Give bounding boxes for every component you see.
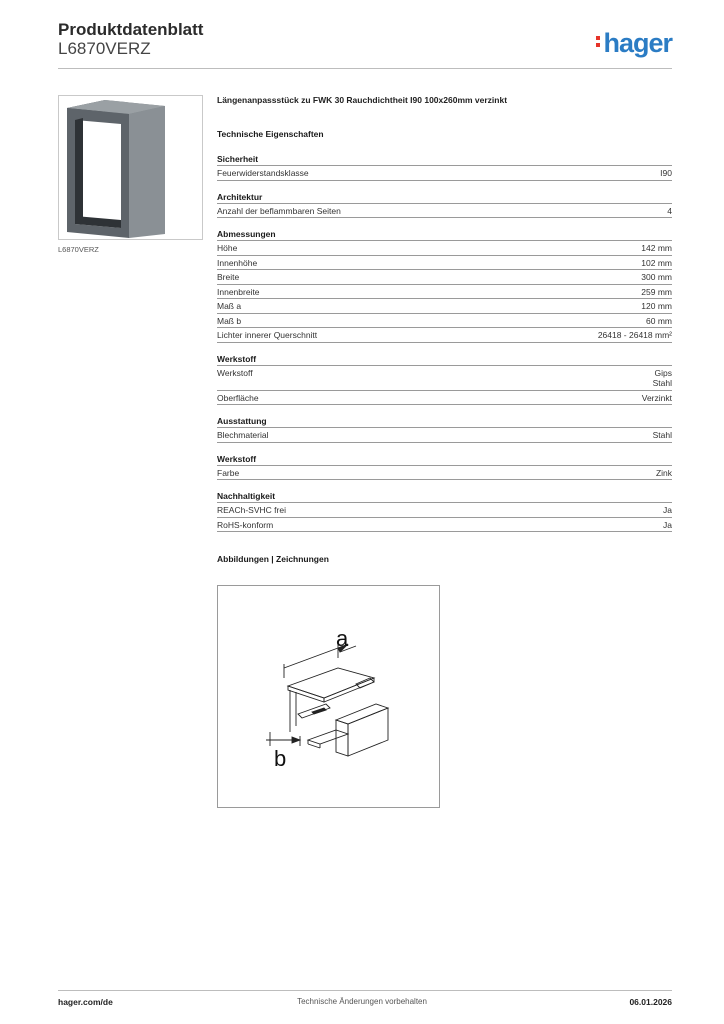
row-label: Höhe [217,243,238,253]
row-label: Werkstoff [217,367,253,378]
table-row [217,299,672,314]
row-label: REACh-SVHC frei [217,505,286,515]
table-row [217,518,672,533]
row-label: Feuerwiderstandsklasse [217,168,309,178]
row-value: Ja [663,519,672,530]
dimension-label-b: b [274,746,287,771]
table-row [217,428,672,443]
row-value: 60 mm [646,315,672,326]
row-label: Farbe [217,467,240,478]
section-title: Abmessungen [217,229,672,241]
row-label: Maß a [217,301,242,311]
product-details [217,95,672,564]
table-row [217,328,672,343]
row-value: Stahl [652,430,672,440]
section-title: Werkstoff [217,354,672,366]
table-row [217,241,672,256]
section-material-color [217,454,672,481]
document-subtitle: L6870VERZ [58,39,151,58]
row-value: Verzinkt [641,392,672,403]
row-value: Ja [663,505,672,515]
section-dimensions [217,229,672,343]
section-safety [217,154,672,181]
document-title: Produktdatenblatt [58,20,204,39]
table-row [217,166,672,181]
footer-date: 06.01.2026 [629,997,672,1007]
technical-drawing [217,585,440,808]
section-sustainability [217,491,672,532]
row-label: Maß b [217,315,242,326]
row-value: Zink [655,467,672,478]
product-image-caption: L6870VERZ [58,245,99,254]
section-title: Werkstoff [217,454,672,466]
table-row [217,270,672,285]
row-label: Breite [217,272,240,282]
hager-logo [596,28,672,59]
row-value: 4 [667,205,672,216]
section-equipment [217,416,672,443]
row-value: 120 mm [641,301,672,311]
dimension-drawing-illustration [218,586,439,807]
row-label: Blechmaterial [217,430,269,440]
section-title: Architektur [217,192,672,204]
table-row [217,314,672,329]
footer-notice: Technische Änderungen vorbehalten [297,997,427,1006]
footer-divider [58,990,672,991]
row-value: 26418 - 26418 mm² [597,330,672,340]
table-row [217,204,672,219]
row-label: Innenbreite [217,286,260,297]
document-header [58,20,672,70]
row-label: Anzahl der beflammbaren Seiten [217,205,341,216]
row-value-line: Stahl [652,378,672,388]
section-title: Ausstattung [217,416,672,428]
table-row [217,366,672,391]
table-row [217,466,672,481]
product-image [58,95,203,240]
logo-text: hager [603,28,672,58]
drawings-heading: Abbildungen | Zeichnungen [217,554,329,564]
row-value-line: Gips [654,367,672,378]
tech-properties-heading: Technische Eigenschaften [217,129,324,139]
row-value [653,368,672,389]
row-label: Oberfläche [217,392,259,403]
logo-dots-icon [596,33,600,50]
product-name: Längenanpassstück zu FWK 30 Rauchdichtheit I90 100x260mm verzinkt [217,95,508,105]
header-divider [58,68,672,69]
row-value: 102 mm [641,257,672,268]
table-row [217,503,672,518]
row-label: Innenhöhe [217,257,258,268]
table-row [217,256,672,271]
row-value: 300 mm [641,272,672,282]
row-value: 259 mm [641,286,672,297]
footer-website: hager.com/de [58,997,113,1007]
section-title: Nachhaltigkeit [217,491,672,503]
dimension-label-a: a [336,626,349,651]
row-value: I90 [660,168,672,178]
section-material [217,354,672,406]
row-label: RoHS-konform [217,519,274,530]
row-label: Lichter innerer Querschnitt [217,330,318,340]
table-row [217,285,672,300]
section-title: Sicherheit [217,154,672,166]
product-frame-illustration [59,96,204,241]
table-row [217,391,672,406]
section-architecture [217,192,672,219]
row-value: 142 mm [641,243,672,253]
